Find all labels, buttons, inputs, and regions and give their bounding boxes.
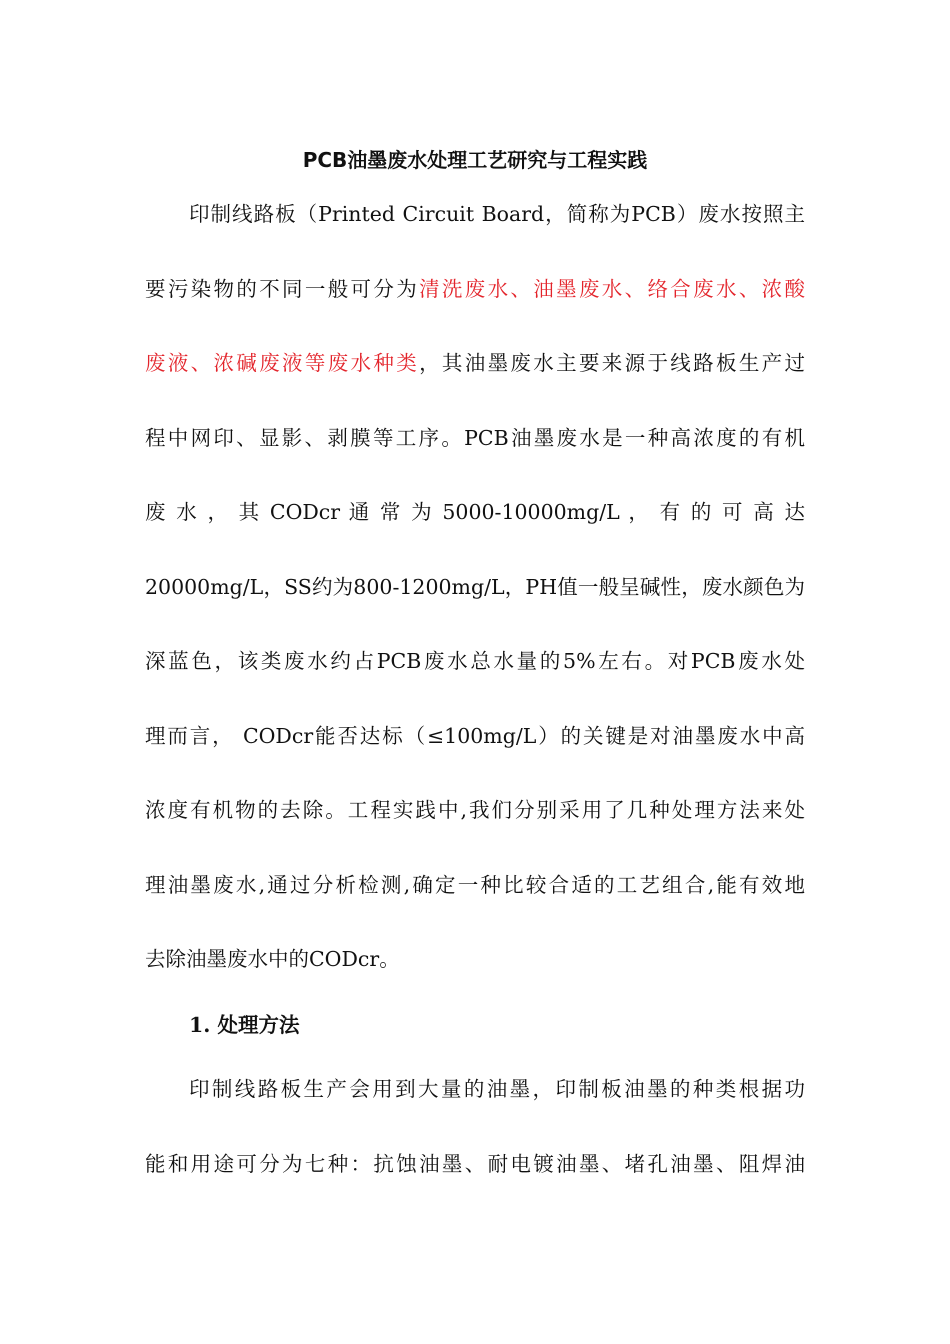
paragraph-line	[145, 570, 805, 604]
paragraph-line	[145, 1147, 805, 1181]
paragraph-line	[145, 644, 805, 678]
paragraph-line	[145, 346, 805, 380]
text-span: 深蓝色，该类废水约占PCB废水总水量的5%左右。对PCB废水处	[145, 649, 805, 673]
paragraph-line	[145, 942, 805, 976]
paragraph-line	[145, 1072, 805, 1106]
text-span: 废 水 ， 其 CODcr 通 常 为 5000-10000mg/L ， 有 的 可 高 达	[145, 500, 805, 524]
paragraph-line	[145, 793, 805, 827]
paragraph-line	[145, 272, 805, 306]
text-span: 印制线路板生产会用到大量的油墨，印制板油墨的种类根据功	[189, 1077, 805, 1101]
text-span: 理而言， CODcr能否达标（≤100mg/L）的关键是对油墨废水中高	[145, 724, 805, 748]
text-span: 印制线路板（Printed Circuit Board，简称为PCB）废水按照主	[189, 202, 805, 226]
text-span: ，其油墨废水主要来源于线路板生产过	[419, 351, 806, 375]
highlighted-text: 清洗废水、油墨废水、络合废水、浓酸	[419, 277, 806, 301]
highlighted-text: 废液、浓碱废液等废水种类	[145, 351, 420, 375]
text-span: 要污染物的不同一般可分为	[145, 277, 420, 301]
paragraph-line	[145, 868, 805, 902]
paragraph-line	[145, 719, 805, 753]
text-span: 浓度有机物的去除。工程实践中,我们分别采用了几种处理方法来处	[145, 798, 805, 822]
paragraph-line	[145, 495, 805, 529]
section-heading: 1. 处理方法	[189, 1013, 300, 1037]
document-title: PCB油墨废水处理工艺研究与工程实践	[302, 148, 648, 172]
text-span: 理油墨废水,通过分析检测,确定一种比较合适的工艺组合,能有效地	[145, 873, 805, 897]
paragraph-line	[145, 197, 805, 231]
text-span: 能和用途可分为七种：抗蚀油墨、耐电镀油墨、堵孔油墨、阻焊油	[145, 1152, 805, 1176]
text-span: 去除油墨废水中的CODcr。	[145, 947, 400, 971]
text-span: 程中网印、显影、剥膜等工序。PCB油墨废水是一种高浓度的有机	[145, 426, 805, 450]
text-span: 20000mg/L，SS约为800-1200mg/L，PH值一般呈碱性，废水颜色为	[145, 575, 805, 599]
paragraph-line	[145, 421, 805, 455]
